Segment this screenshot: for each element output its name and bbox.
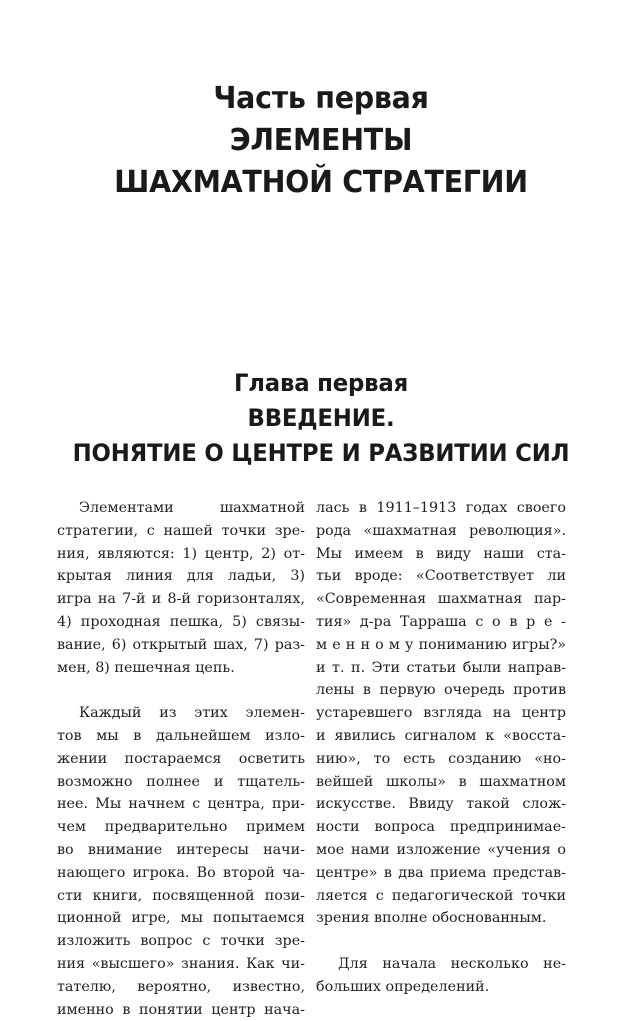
- text-line: чем предварительно примем: [57, 819, 305, 836]
- part-title-line-2: ШАХМАТНОЙ СТРАТЕГИИ: [114, 165, 528, 200]
- text-line: именно в понятии центр нача-: [57, 1001, 305, 1018]
- text-line: жении постараемся осветить: [57, 750, 305, 767]
- text-line: «Современная шахматная пар-: [316, 591, 566, 608]
- text-line: ности вопроса предпринимае-: [316, 819, 566, 836]
- text-line: лены в первую очередь против: [316, 682, 566, 699]
- text-line: и т. п. Эти статьи были направ-: [316, 659, 566, 676]
- right-text-column: [316, 497, 566, 999]
- text-line: больших определений.: [316, 978, 490, 995]
- text-line: тателю, вероятно, известно,: [57, 978, 305, 995]
- text-line: Элементами шахматной: [79, 500, 305, 516]
- chapter-title-line-2: ПОНЯТИЕ О ЦЕНТРЕ И РАЗВИТИИ СИЛ: [72, 439, 570, 467]
- text-line: тов мы в дальнейшем изло-: [57, 727, 305, 744]
- part-label: Часть первая: [213, 81, 429, 116]
- text-line: 4) проходная пешка, 5) связы-: [57, 613, 305, 630]
- chapter-title-line-1: ВВЕДЕНИЕ.: [247, 404, 395, 432]
- right-paragraph-1: [316, 497, 566, 930]
- text-line: во внимание интересы начи-: [57, 841, 305, 858]
- left-paragraph-1: [57, 497, 305, 679]
- text-line: ционной игре, мы попытаемся: [57, 910, 305, 927]
- text-line: устаревшего взгляда на центр: [316, 705, 566, 722]
- text-line: Для начала несколько не-: [338, 955, 566, 972]
- text-line: м е н н о м у пониманию игры?»: [316, 636, 566, 653]
- text-line: вейшей школы» в шахматном: [316, 773, 566, 790]
- left-text-column: [57, 497, 305, 1021]
- text-line: центре» в два приема представ-: [316, 864, 566, 881]
- chapter-label: Глава первая: [233, 369, 409, 397]
- text-line: ния «высшего» знания. Как чи-: [57, 955, 305, 972]
- part-title-line-1: ЭЛЕМЕНТЫ: [229, 123, 413, 158]
- text-line: возможно полнее и тщатель-: [57, 773, 305, 790]
- text-line: зрения вполне обоснованным.: [316, 910, 547, 927]
- text-line: крытая линия для ладьи, 3): [57, 568, 305, 585]
- text-line: ляется с педагогической точки: [316, 887, 566, 904]
- text-line: рода «шахматная революция».: [316, 522, 566, 539]
- paragraph-gap: [57, 679, 305, 702]
- text-line: нающего игрока. Во второй ча-: [57, 864, 305, 881]
- text-line: Каждый из этих элемен-: [79, 705, 305, 722]
- paragraph-gap: [316, 930, 566, 953]
- left-paragraph-2: [57, 702, 305, 1021]
- text-line: ния, являются: 1) центр, 2) от-: [57, 545, 305, 562]
- text-line: нию», то есть созданию «но-: [316, 750, 566, 767]
- text-line: и явились сигналом к «восста-: [316, 727, 566, 744]
- text-line: игра на 7-й и 8-й горизонталях,: [57, 591, 305, 608]
- right-paragraph-2: [316, 953, 566, 999]
- text-line: вание, 6) открытый шах, 7) раз-: [57, 636, 305, 653]
- text-line: сти книги, посвященной пози-: [57, 887, 305, 904]
- text-line: тьи вроде: «Соответствует ли: [316, 568, 566, 585]
- chapter-heading: [16, 366, 626, 471]
- text-line: мен, 8) пешечная цепь.: [57, 659, 235, 676]
- text-line: искусстве. Ввиду такой слож-: [316, 796, 566, 813]
- text-line: стратегии, с нашей точки зре-: [57, 522, 305, 539]
- part-heading: [16, 78, 626, 204]
- text-line: тия» д-ра Тарраша с о в р е -: [316, 613, 566, 630]
- text-line: Мы имеем в виду наши ста-: [316, 545, 566, 562]
- text-line: нее. Мы начнем с центра, при-: [57, 796, 305, 813]
- text-line: мое нами изложение «учения о: [316, 841, 566, 858]
- text-line: изложить вопрос с точки зре-: [57, 933, 305, 950]
- text-line: лась в 1911–1913 годах своего: [316, 500, 566, 516]
